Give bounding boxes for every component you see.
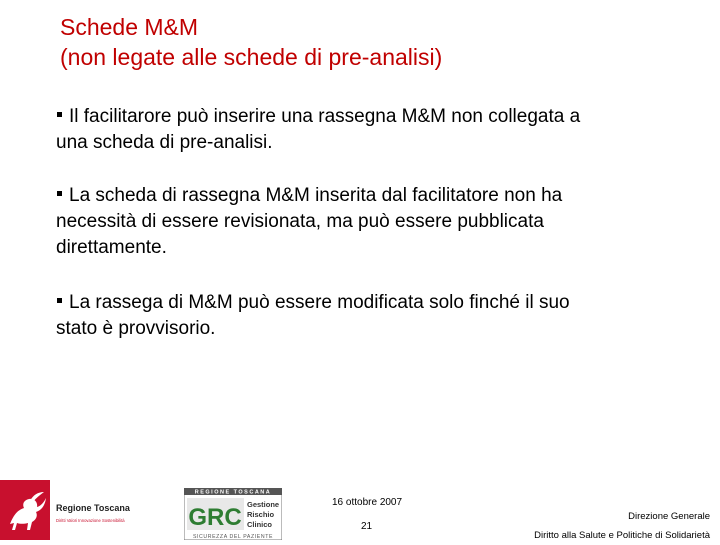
grc-side-3: Clinico <box>247 520 273 529</box>
direction-line-2: Diritto alla Salute e Politiche di Solidarietà <box>534 530 710 541</box>
slide-title <box>60 12 442 72</box>
bullet-item-1 <box>56 104 676 156</box>
bullet-text-line-1: La scheda di rassegna M&M inserita dal facilitatore non ha <box>69 185 563 206</box>
pegasus-icon <box>0 480 150 540</box>
region-name: Regione Toscana <box>56 503 130 513</box>
grc-side-1: Gestione <box>247 500 280 509</box>
grc-letters: GRC <box>188 504 242 531</box>
grc-side-2: Rischio <box>247 510 275 519</box>
bullet-marker <box>57 112 62 117</box>
footer-date: 16 ottobre 2007 <box>332 497 403 508</box>
bullet-text-line-1: La rassega di M&M può essere modificata solo finché il suo <box>69 292 570 313</box>
bullet-text-line-2: una scheda di pre-analisi. <box>56 132 273 153</box>
page-number: 21 <box>361 521 373 532</box>
regione-toscana-logo <box>0 480 150 540</box>
bullet-marker <box>57 298 62 303</box>
bullet-text-line-3: direttamente. <box>56 237 167 258</box>
bullet-item-2 <box>56 183 676 261</box>
bullet-text-line-1: Il facilitarore può inserire una rassegna M&M non collegata a <box>69 106 581 127</box>
region-tagline: Diritti Valori Innovazione Sostenibilità <box>56 518 125 523</box>
grc-bottom-text: SICUREZZA DEL PAZIENTE <box>192 534 274 540</box>
title-line-1: Schede M&M <box>60 14 199 40</box>
bullet-text-line-2: stato è provvisorio. <box>56 318 216 339</box>
grc-top-text: REGIONE TOSCANA <box>194 489 272 496</box>
title-line-2: (non legate alle schede di pre-analisi) <box>60 44 443 70</box>
direction-block <box>534 507 710 545</box>
bullet-item-3 <box>56 290 676 342</box>
bullet-text-line-2: necessità di essere revisionata, ma può essere pubblicata <box>56 211 544 232</box>
grc-logo <box>184 488 282 540</box>
direction-line-1: Direzione Generale <box>628 511 710 522</box>
bullet-marker <box>57 191 62 196</box>
